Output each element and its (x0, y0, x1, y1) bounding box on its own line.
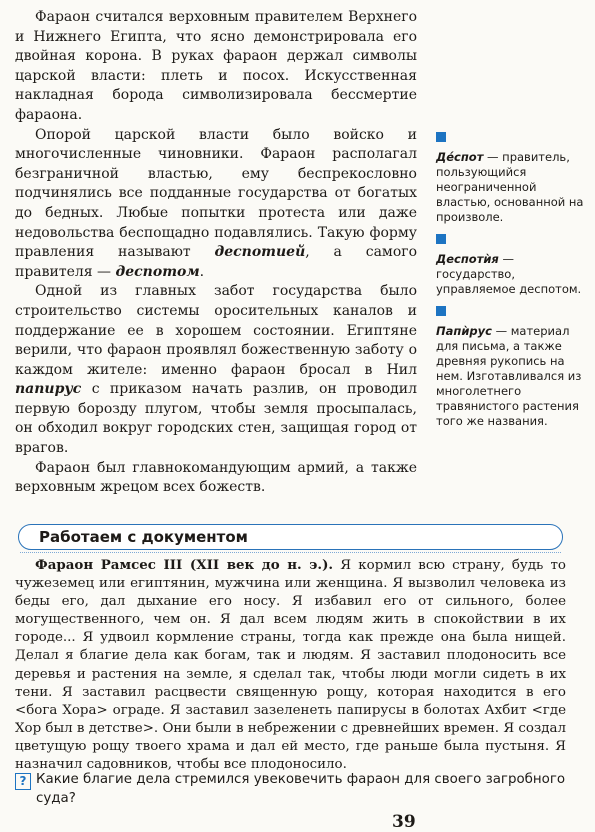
glossary-definition: — материал для письма, а также древняя рукопись на нем. Изготавливался из многолетнего травянистого растения того же названия. (436, 324, 582, 428)
question-mark-icon: ? (15, 773, 31, 790)
term-despotism: деспотией (214, 244, 306, 261)
glossary-definition: — правитель, пользующийся неограниченной властью, основанной на произволе. (436, 150, 584, 224)
document-paragraph (15, 556, 566, 774)
glossary-term: Деспотѝя (436, 252, 499, 266)
document-section-header (18, 524, 563, 550)
glossary-term: Дéспот (436, 150, 484, 164)
question-text-continued: суда? (36, 791, 76, 806)
paragraph-3-text: Одной из главных забот государства было строительство системы оросительных каналов и поддержание ее в хорошем состоянии. Египтяне верили, что фараон проявлял божественную заботу о каждом жителе: именно фараон бросал в Нил (15, 283, 417, 378)
page-number: 39 (392, 812, 416, 832)
paragraph-2-text: Опорой царской власти было войско и многочисленные чиновники. Фараон располагал безграничной властью, ему беспрекословно подчинялись все подданные государства от богатых до бедных. Любые попытки протеста или даже недовольства беспощадно подавлялись. Такую форму правления называют (15, 126, 417, 261)
paragraph-1: Фараон считался верховным правителем Верхнего и Нижнего Египта, что ясно демонстрировала его двойная корона. В руках фараон держал символы царской власти: плеть и посох. Искусственная накладная борода символизировала бессмертие фараона. (15, 9, 417, 123)
document-body: Я кормил всю страну, будь то чужеземец или египтянин, мужчина или женщина. Я вызволил человека из беды его, дал дыхание его носу. Я избавил его от сильного, более могущественного, чем он. Я дал всем людям жить в спокойствии в их городе... Я удвоил кормление страны, тогда как прежде она была нищей. Делал я благие дела как богам, так и людям. Я заставил плодоносить все деревья и растения на земле, я сделал так, чтобы люди могли сидеть в их тени. Я заставил расцвести священную рощу, которая находится в его <бога Хора> ограде. Я заставил зазеленеть папирусы в болотах Ахбит <где Хор был в детстве>. Они были в небрежении с древнейших времен. Я создал цветущую рощу твоего храма и дал ей место, где раньше была пустыня. Я назначил садовников, чтобы все плодоносило. (15, 558, 566, 773)
document-source-title: Фараон Рамсес III (XII век до н. э.). (35, 557, 334, 573)
term-despot: деспотом (115, 263, 200, 280)
document-section-title: Работаем с документом (39, 528, 248, 546)
paragraph-3 (15, 282, 417, 458)
glossary-entry (436, 306, 586, 429)
question-block (15, 771, 575, 808)
main-text-column (15, 8, 417, 498)
square-marker-icon (436, 234, 446, 244)
glossary-entry (436, 234, 586, 297)
section-divider (20, 552, 561, 553)
square-marker-icon (436, 306, 446, 316)
glossary-term: Папѝрус (436, 324, 492, 338)
paragraph-2 (15, 126, 417, 283)
glossary-sidebar (436, 132, 586, 438)
paragraph-2-end: . (199, 263, 205, 280)
paragraph-2-middle: , а самого правителя — (15, 244, 418, 280)
paragraph-3-end: с приказом начать разлив, он проводил первую борозду плугом, чтобы земля просыпалась, он обходил вокруг городских стен, защищая город от врагов. (15, 381, 417, 457)
square-marker-icon (436, 132, 446, 142)
glossary-entry (436, 132, 586, 225)
document-excerpt (15, 556, 566, 774)
paragraph-4: Фараон был главнокомандующим армий, а также верховным жрецом всех божеств. (15, 459, 417, 496)
term-papyrus: папирус (15, 381, 82, 398)
glossary-definition: — государство, управляемое деспотом. (436, 252, 582, 296)
question-text: Какие благие дела стремился увековечить фараон для своего загробного (36, 772, 566, 787)
